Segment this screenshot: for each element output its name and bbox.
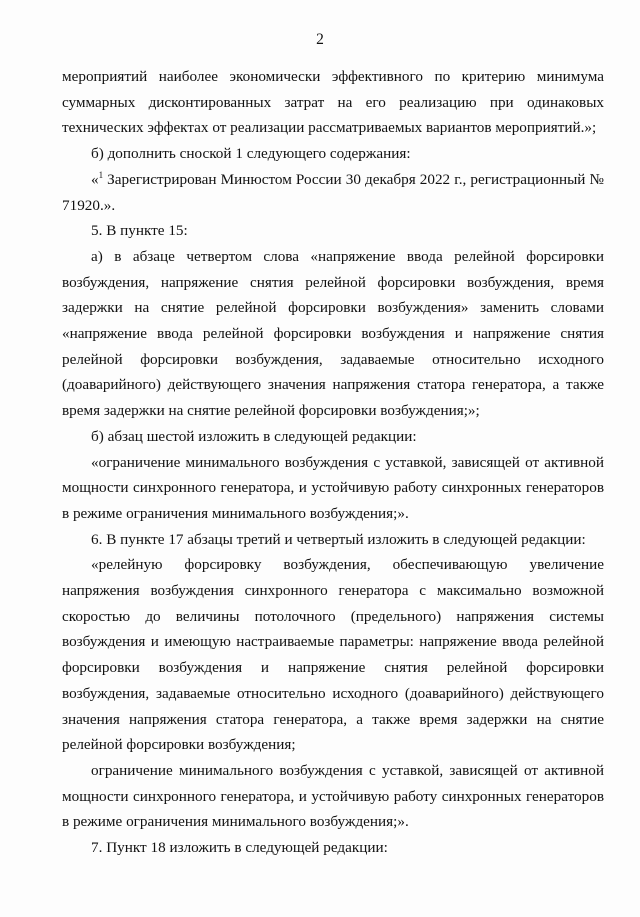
paragraph-continuation: мероприятий наиболее экономически эффективного по критерию минимума суммарных дисконтированных затрат на его реализацию при одинаковых технических эффектах от реализации рассматриваемых вариантов мероприятий.»; [62, 68, 604, 137]
paragraph-footnote-instruction: б) дополнить сноской 1 следующего содержания: [91, 145, 411, 163]
footnote-open-quote: « [91, 170, 99, 188]
footnote-marker: 1 [98, 169, 104, 180]
paragraph-item-6: 6. В пункте 17 абзацы третий и четвертый изложить в следующей редакции: [91, 530, 586, 548]
paragraph-item-5a: а) в абзаце четвертом слова «напряжение ввода релейной форсировки возбуждения, напряжение снятия релейной форсировки возбуждения, время задержки на снятие релейной форсировки возбуждения» заменить словами «напряжение ввода релейной форсировки возбуждения и напряжение снятия релейной форсировки возбуждения, задаваемые относительно исходного (доаварийного) действующего значения напряжения статора генератора, а также время задержки на снятие релейной форсировки возбуждения;»; [62, 247, 604, 420]
footnote-body: Зарегистрирован Минюстом России 30 декабря 2022 г., регистрационный № 71920.». [62, 170, 604, 214]
paragraph-item-7: 7. Пункт 18 изложить в следующей редакции: [91, 839, 388, 857]
paragraph-item-5: 5. В пункте 15: [91, 222, 188, 240]
paragraph-quote-relay-forcing: «релейную форсировку возбуждения, обеспечивающую увеличение напряжения возбуждения синхронного генератора с максимально возможной скоростью до величины потолочного (предельного) напряжения системы возбуждения и имеющую настраиваемые параметры: напряжение ввода релейной форсировки возбуждения и напряжение снятия релейной форсировки возбуждения, задаваемые относительно исходного (доаварийного) действующего значения напряжения статора генератора, а также время задержки на снятие релейной форсировки возбуждения; [62, 556, 604, 754]
paragraph-quote-min-excitation-2: ограничение минимального возбуждения с уставкой, зависящей от активной мощности синхронного генератора, и устойчивую работу синхронных генераторов в режиме ограничения минимального возбуждения;». [62, 761, 604, 831]
paragraph-footnote-text [62, 167, 604, 218]
document-body [62, 64, 604, 861]
paragraph-item-5b: б) абзац шестой изложить в следующей редакции: [91, 427, 417, 445]
paragraph-quote-min-excitation: «ограничение минимального возбуждения с уставкой, зависящей от активной мощности синхронного генератора, и устойчивую работу синхронных генераторов в режиме ограничения минимального возбуждения;». [62, 453, 604, 522]
page-number: 2 [316, 31, 324, 48]
